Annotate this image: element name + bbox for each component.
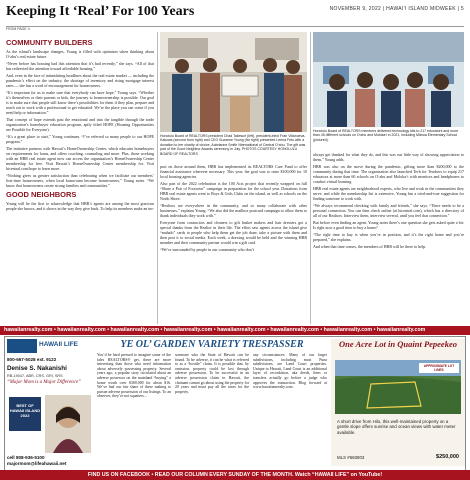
paragraph: “It’s important for us to make sure that everybody can have hope,” Young says. “Whether it’s themselves or their parents or kids, the journey to homeownership is possible. Our goal is to make sure that people still know there’s possibilities for them if they plan, prepare and reach out to work with a professional to get educated. We’re the place you can come if you need help or information.” <box>6 90 154 115</box>
middle-column <box>160 164 307 324</box>
section-heading-neighbors: GOOD NEIGHBORS <box>6 190 77 199</box>
paragraph: “We always recommend checking with family and friends,” she says. “There needs to be a personal connection. You can then check online (at hicentral.com), which has a directory of all of our Realtors. Interview them, interview several, until you feel that connection.” <box>313 203 464 218</box>
paragraph: pact on those around them, HBR has implemented its REALTORS Care Fund to offer financial assistance wherever necessary. This year, the goal was to raise $100,000 for 10 local housing agencies. <box>160 164 307 179</box>
paragraph: “It’s a great place to start,” Young continues. “I’ve referred so many people to our HOPE program.” <box>6 134 154 144</box>
badge-text: BEST OF HAWAII ISLAND 2022 <box>9 403 41 418</box>
paragraph: As the island’s landscape changes, Young is filled with optimism when thinking about O‘ahu’s real estate future. <box>6 49 154 59</box>
paragraph: HBR real estate agents are neighborhood experts, who live and work in the communities they serve, and while the membership list is extensive, Young has a tried-and-true suggestion for finding someone to work with. <box>313 186 464 201</box>
article-title: Keeping It ‘Real’ For 100 Years <box>6 4 195 19</box>
cell-phone[interactable]: cell 808-936-5100 <box>7 455 45 460</box>
paragraph: “Nothing gives us greater satisfaction than celebrating when we facilitate our members’ first-time homeowners, when local kama‘aina become homeowners,” Young notes. “We know that homeowners create strong families and communities.” <box>6 173 154 188</box>
paragraph: “We’re surrounded by people in our community who don’t <box>160 247 255 252</box>
right-column <box>313 152 464 324</box>
agent-block <box>7 339 93 466</box>
paragraph: That concept of hope extends past the emotional and into the tangible through the trade organization’s homebuyer education program, aptly titled HOPE (Housing Opportunities are Possible for Everyone). <box>6 117 154 132</box>
paragraph: “Never before has housing had this attention that it’s had recently,” she says. “All of that has redirected the attention toward affordable housing.” <box>6 61 154 71</box>
agent-photo <box>45 395 91 453</box>
school-photo-caption: Honolulu Board of REALTORS members delivered technology kits to 217 educators and more than 45 different schools on O‘ahu and Moloka‘i in 2021, including Mānoa Elementary School (pictured). <box>313 129 459 142</box>
listing-block[interactable] <box>331 339 465 466</box>
ad-text-col-2: someone who the State of Hawaii can be found. To be adverse, it can be what is referred to as a “hostile” claim. It is possible that, by omission, property could be lost through adverse possession. To be successful in an adverse possession claim in Hawaii, the claimant cannot go about using the property for 20 years and must pay all the taxes for the property. <box>175 353 249 394</box>
ad-text-col-3: any circumstances. Many of our larger subdivisions, including most Puna subdivisions, are Land Court properties. Unique to Hawaii, Land Court is an additional layer of recordation, aka deeds, liens or transfers actually go before a judge who approves the transaction. Blog forward at www.hawaiianrealty.com. <box>253 353 327 390</box>
section-heading-community: COMMUNITY BUILDERS <box>6 38 93 47</box>
main-phone[interactable]: 800-667-5028 ext. 9122 <box>7 357 57 362</box>
paragraph: always get thanked for what they do, and this was our little way of showing appreciation to them,” Young adds. <box>313 152 464 162</box>
paragraph: “Realtors are everywhere in the community, and so many collaborate with other businesses,” explains Young. “We also did the mailbox postcard campaign to allow them to thank individuals they work with.” <box>160 203 307 218</box>
banner-text: FIND US ON FACEBOOK • READ OUR COLUMN EVERY SUNDAY OF THE MONTH. Watch “HAWAII LIFE” on YouTube! <box>87 472 383 478</box>
from-page-label: FROM PAGE 4 <box>6 27 30 31</box>
listing-price: $250,000 <box>436 454 459 460</box>
page-header <box>6 4 464 27</box>
school-photo <box>313 32 464 127</box>
column-divider <box>157 32 158 324</box>
award-photo <box>160 32 307 132</box>
paragraph: And when that time comes, the members of HBR will be there to help. <box>313 244 426 249</box>
banner-text: hawaiianrealty.com • hawaiianrealty.com • hawaiianrealty.com • hawaiianrealty.com • hawaiianrealty.com • hawaiianrealty.com • hawaiianrealty.com • hawaiianrealty.com <box>4 327 426 333</box>
award-photo-caption: Honolulu Board of REALTORS president Chad Takesue (left), president-elect Fran Villanueva-Kakuwa (second from right) and CEO Suzanne Young (far right) presented Leena Fetu with a donation to her charity of choice, Aubrianne Smith Ntremational of Central O‘ahu. The gift was part of the Good Neighbor Awards ceremony in July. PHOTOS COURTESY HONOLULU BOARD OF REALTORS <box>160 134 306 156</box>
paragraph: Young will be the first to acknowledge that HBR’s agents are among the most gracious people she knows, and it shows in the way they give back. To help its members make an im- <box>6 201 154 211</box>
ad-headline: YE OL’ GARDEN VARIETY TRESPASSER <box>120 339 304 350</box>
paragraph: The initiative partners with Hawaii’s HomeOwnership Center, which educates homebuyers on requirements for loans, and offers coaching, counseling and more. Plus, those working with an HBR real estate agent now can access the organization’s HomeOwnership Center membership for free. Visit Hawaii’s HomeOwnership Center membership for. Visit hicentral.com/hope to learn more. <box>6 146 154 171</box>
paragraph: HBR was also on the move during the pandemic, gifting more than $200,000 to the community during that time. The organization also launched Tech for Teachers to equip 217 educators at more than 60 schools on O‘ahu and Moloka‘i with monitors and headphones to conduct virtual learning. <box>313 164 464 184</box>
listing-title: One Acre Lot in Quaint Pepeekeo <box>339 339 457 349</box>
mls-number: MLS #660803 <box>337 455 365 460</box>
paragraph: But before even finding an agent, Young notes there’s one question she gets asked quite a bit: Is right now a good time to buy a home? <box>313 220 464 230</box>
paragraph: “The right time to buy is when you’re in position, and it’s the right home and you’re prepared,” she explains. <box>313 232 464 242</box>
award-photo-image <box>160 32 307 132</box>
agent-name: Denise S. Nakanishi <box>7 365 67 372</box>
page-meta: NOVEMBER 9, 2022 | HAWAI‘I ISLAND MIDWEEK | 5 <box>329 6 464 12</box>
agent-portrait <box>45 395 91 453</box>
school-photo-image <box>313 32 464 127</box>
lot-lines-badge: APPROXIMATE LOT LINES <box>419 363 459 373</box>
paragraph: Everyone from contractors and cleaners to gift basket makers and hair dressers got a special thanks from the Realtor in their life. The effort saw agents across the island give “mahalo” cards to people who help them get the job done, take a picture with them and then post it to social media. Each week, a drawing would be held and the winning HBR member and their community partner would win a gift card. <box>160 220 307 245</box>
listing-description: A short drive from Hilo, this well-maintained property on a gentle slope offers sunrise and ocean views with water meter available. <box>337 419 456 435</box>
email-link[interactable]: majormom@lifeahawaii.net <box>7 461 67 466</box>
ad-text-col-1: You’d be hard pressed to imagine some of the tales REALTORS® get, there are more interesting than those who need information about adversely possessing property. Several years ago, a popular story circulated about an adverse possessor on the mainland “buying” a home worth over $300,000 for about $16. We’ve had our fair share of these making to pursue adverse possession of our listings. To an observer, they’re not squatters... <box>97 353 171 399</box>
paragraph: And, even in the face of intimidating headlines about the real estate market — including the pandemic’s effect on the industry, the shortage of inventory and rising mortgage interest rates — she has a word of encouragement for homeowners. <box>6 73 154 88</box>
best-of-badge <box>9 397 41 431</box>
paragraph: Also part of the 2022 celebration is the 100 Acts project that recently wrapped on full “Share a Pair of Footwear” campaign in preparation for the school year. Donations from HBR real estate agents went to Boys & Girls Clubs on the island, as well as schools on the North Shore. <box>160 181 307 201</box>
ad-banner-bottom[interactable] <box>0 470 470 480</box>
real-estate-ad <box>4 336 466 471</box>
column-divider <box>310 32 311 324</box>
brand-logo <box>7 339 37 353</box>
left-column <box>6 38 154 323</box>
brand-name: HAWAII LIFE <box>39 341 78 348</box>
agent-tagline: “Major Mom is a Major Difference” <box>7 380 81 385</box>
agent-title: RB-19047, ABR, CRS, GRI, SRS <box>7 374 63 378</box>
ad-banner-top[interactable] <box>0 326 470 335</box>
